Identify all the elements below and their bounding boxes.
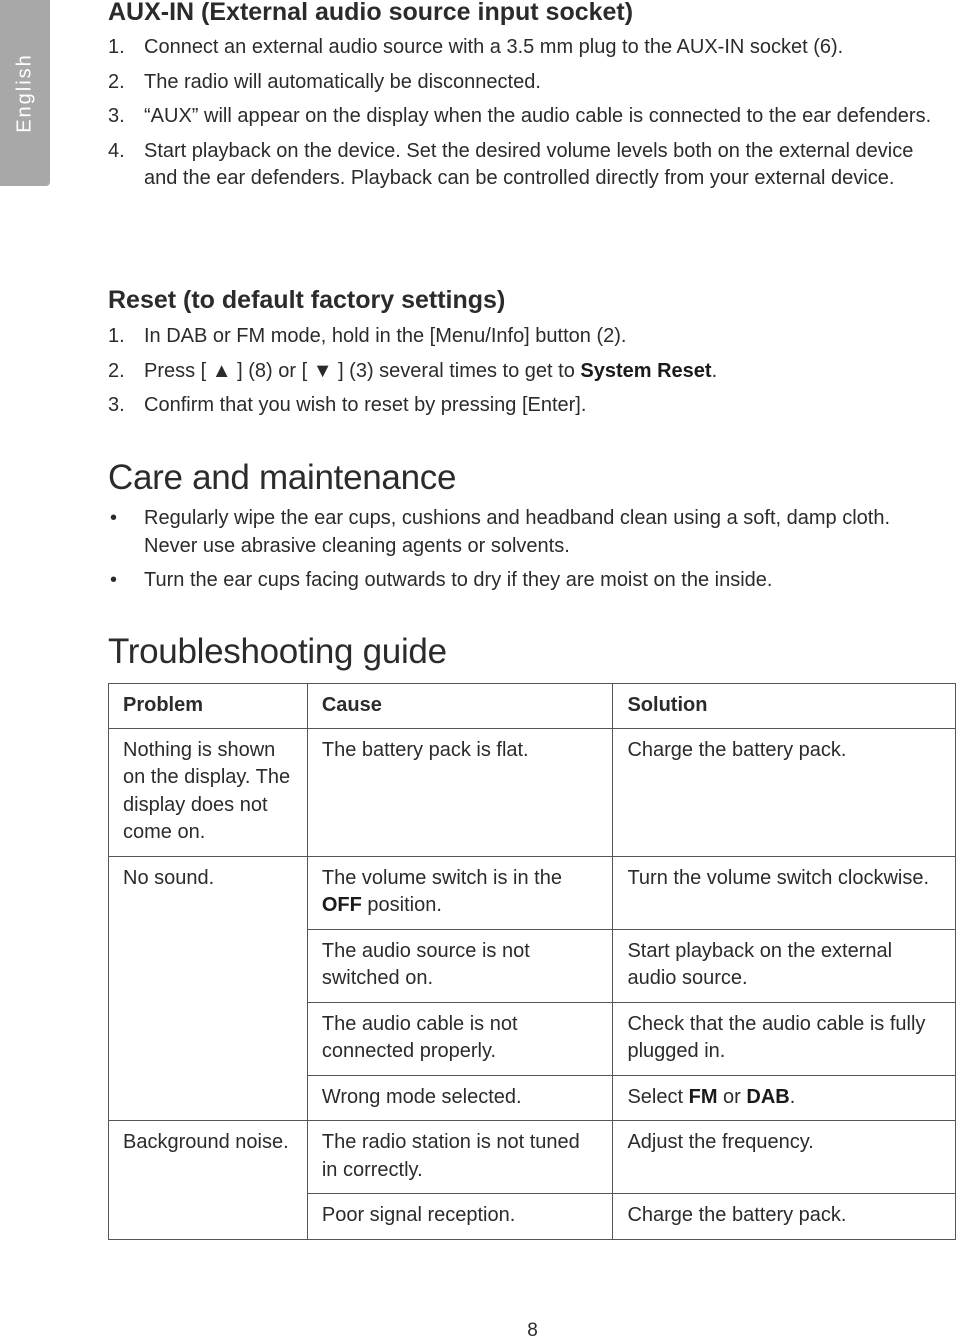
list-item — [108, 358, 938, 386]
step-number: 1. — [108, 325, 125, 347]
problem-cell: No sound. — [109, 856, 308, 1121]
troubleshooting-table — [108, 683, 956, 1240]
cause-cell: The radio station is not tuned in correctly. — [307, 1121, 613, 1194]
list-item — [108, 34, 938, 62]
step-number: 1. — [108, 36, 125, 58]
step-number: 2. — [108, 70, 125, 93]
list-item — [108, 567, 938, 595]
header-cause: Cause — [307, 684, 613, 729]
step-text: Press [ ▲ ] (8) or [ ▼ ] (3) several times to get to — [144, 359, 581, 382]
step-number: 3. — [108, 105, 125, 127]
bullet-icon: • — [110, 569, 118, 591]
table-row — [109, 728, 956, 856]
list-item — [108, 138, 938, 193]
list-item — [108, 323, 938, 351]
dab-label: DAB — [746, 1085, 790, 1108]
bullet-text: Turn the ear cups facing outwards to dry if they are moist on the inside. — [144, 569, 773, 591]
aux-steps-list — [108, 34, 938, 200]
reset-steps-list — [108, 323, 938, 427]
page-number: 8 — [527, 1320, 538, 1341]
solution-cell: Adjust the frequency. — [613, 1121, 956, 1194]
cause-text: The volume switch is in the — [321, 866, 562, 889]
care-bullets-list — [108, 505, 938, 602]
step-text: Start playback on the device. Set the desired volume levels both on the external device and the ear defenders. Playback can be controlled directly from your external device. — [144, 139, 914, 189]
off-label: OFF — [321, 894, 362, 916]
step-text-end: . — [711, 359, 718, 382]
solution-text: Select — [627, 1085, 689, 1108]
table-row — [109, 1121, 956, 1194]
problem-cell: Nothing is shown on the display. The display does not come on. — [109, 728, 308, 856]
bullet-icon: • — [110, 507, 118, 529]
step-number: 2. — [108, 359, 125, 382]
step-number: 3. — [108, 394, 125, 416]
list-item — [108, 103, 938, 131]
system-reset-label: System Reset — [580, 359, 712, 382]
cause-cell: The battery pack is flat. — [307, 728, 613, 856]
header-solution: Solution — [613, 684, 956, 729]
solution-cell: Start playback on the external audio source. — [613, 929, 956, 1002]
list-item — [108, 69, 938, 97]
problem-cell: Background noise. — [109, 1121, 308, 1240]
table-row — [109, 856, 956, 929]
cause-cell: Wrong mode selected. — [307, 1075, 613, 1121]
cause-cell: Poor signal reception. — [307, 1194, 613, 1240]
bullet-text: Regularly wipe the ear cups, cushions and headband clean using a soft, damp cloth. Never use abrasive cleaning agents or solvents. — [144, 507, 891, 557]
solution-cell: Charge the battery pack. — [613, 728, 956, 856]
language-tab — [0, 0, 50, 186]
cause-cell — [307, 856, 613, 929]
solution-cell: Turn the volume switch clockwise. — [613, 856, 956, 929]
cause-cell: The audio source is not switched on. — [307, 929, 613, 1002]
step-number: 4. — [108, 139, 125, 162]
solution-cell: Charge the battery pack. — [613, 1194, 956, 1240]
cause-cell: The audio cable is not connected properly. — [307, 1002, 613, 1075]
header-problem: Problem — [109, 684, 308, 729]
cause-text-end: position. — [361, 894, 442, 916]
step-text: Connect an external audio source with a 3.5 mm plug to the AUX-IN socket (6). — [144, 36, 844, 58]
list-item — [108, 505, 938, 560]
solution-text-end: . — [789, 1085, 796, 1108]
step-text: “AUX” will appear on the display when the audio cable is connected to the ear defenders. — [144, 105, 932, 127]
fm-label: FM — [688, 1085, 718, 1108]
step-text: The radio will automatically be disconnected. — [144, 70, 541, 93]
solution-text-mid: or — [717, 1085, 747, 1108]
reset-section-title: Reset (to default factory settings) — [108, 286, 506, 314]
troubleshooting-title: Troubleshooting guide — [108, 632, 447, 671]
table-header-row — [109, 684, 956, 729]
care-section-title: Care and maintenance — [108, 458, 457, 497]
step-text: Confirm that you wish to reset by pressing [Enter]. — [144, 394, 587, 416]
language-tab-label: English — [13, 53, 36, 133]
aux-section-title: AUX-IN (External audio source input socket) — [108, 0, 634, 26]
step-text: In DAB or FM mode, hold in the [Menu/Info] button (2). — [144, 325, 627, 347]
solution-cell: Check that the audio cable is fully plugged in. — [613, 1002, 956, 1075]
list-item — [108, 392, 938, 420]
solution-cell — [613, 1075, 956, 1121]
